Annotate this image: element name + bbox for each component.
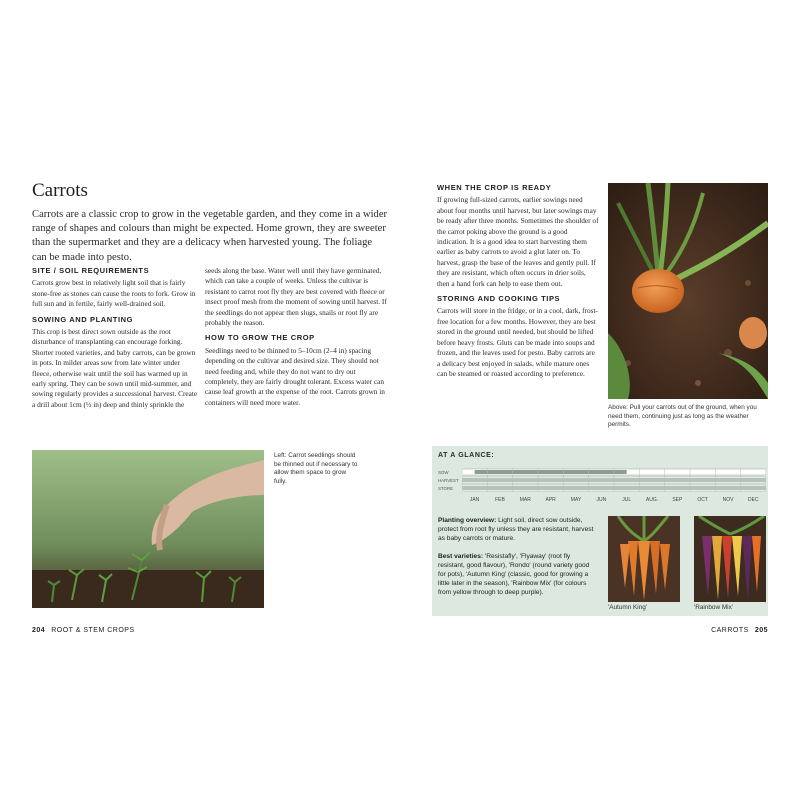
autumn-king-caption: 'Autumn King'	[608, 604, 648, 611]
caption-above: Above: Pull your carrots out of the ground, when you need them, continuing just as long as the weather permits.	[608, 404, 757, 429]
paragraph-crop-ready: If growing full-sized carrots, earlier sowings need about four months until harvest, but later sowings may be ready after three months. Sometimes the shoulder of the carrot poking above the ground is a good indication. It is a good idea to start harvesting them earlier as baby carrots to avoid a glut later on. To harvest, grasp the base of the leaves and gently pull. If they are resistant, which often occurs in drier soils, then a hand fork can help to ease them out.	[437, 195, 599, 288]
paragraph-storing: Carrots will store in the fridge, or in a cool, dark, frost-free location for a few months. However, they are best stored in the ground until needed, but should be lifted before heavy frosts. Gluts can be made into soups and frozen, and the leaves used for pesto. Baby carrots are a delicacy best enjoyed in salads, while mature ones can be steamed or roasted according to preference.	[437, 306, 598, 378]
month-label: APR	[545, 497, 556, 503]
footer-left	[32, 627, 135, 634]
autumn-king-photo	[608, 516, 680, 602]
month-label: MAR	[519, 497, 531, 503]
month-label: MAY	[570, 497, 582, 503]
row-label-harvest: HARVEST	[438, 478, 459, 483]
heading-storing: STORING AND COOKING TIPS	[437, 294, 561, 304]
text-column-3	[437, 183, 599, 382]
paragraph-site-soil: Carrots grow best in relatively light soil that is fairly stone-free as stones can cause the roots to fork. Grow in full sun and in fertile, fairly well-drained soil.	[32, 278, 196, 309]
heading-sowing: SOWING AND PLANTING	[32, 314, 134, 324]
text-column-1	[32, 266, 198, 413]
calendar-bar-sow	[475, 470, 627, 474]
month-label: OCT	[697, 497, 708, 503]
rainbow-mix-photo	[694, 516, 766, 602]
month-label: FEB	[495, 497, 505, 503]
paragraph-how-to-grow: Seedlings need to be thinned to 5–10cm (2–4 in) spacing depending on the cultivar and desired size. They should not need feeding and, while they do not want to dry out completely, they are fairly drought tolerant. Excess water can cause leaf growth at the expense of the root. Carrots grown in containers will need more water.	[205, 345, 385, 407]
planting-overview-text: Light soil, direct sow outside, protect from root fly unless they are resistant, harvest as baby carrots or mature.	[438, 517, 594, 542]
month-label: NOV	[722, 497, 734, 503]
page-title: Carrots	[32, 180, 88, 201]
month-label: SEP	[672, 497, 683, 503]
at-a-glance-box	[432, 446, 768, 616]
best-varieties-text: 'Resistafly', 'Flyaway' (root fly resistant, good flavour), 'Rondo' (round variety good for pots), 'Autumn King' (classic, good for growing a little later in the season), 'Rainbow Mix' (for colours from yellow through to deep purple).	[438, 553, 590, 596]
planting-overview-label: Planting overview:	[438, 517, 497, 524]
footer-right	[711, 627, 768, 634]
month-label: JAN	[469, 497, 480, 503]
best-varieties	[438, 552, 598, 597]
page-number-right: 205	[754, 627, 768, 634]
section-name-right: CARROTS	[711, 627, 749, 634]
heading-crop-ready: WHEN THE CROP IS READY	[437, 183, 552, 192]
month-label: AUG.	[645, 497, 659, 503]
paragraph-sowing-cont: seeds along the base. Water well until they have germinated, which can take a couple of weeks. Unless the cultivar is resistant to carrot root fly they are best covered with fleece or insect proof mesh from the moment of sowing until harvest. If the seedlings do not appear then slugs, snails or root fly are probably the reason.	[205, 266, 387, 328]
month-label: DEC	[748, 497, 759, 503]
caption-left: Left: Carrot seedlings should be thinned out if necessary to allow them space to grow fully.	[274, 452, 358, 485]
month-label: JUL	[622, 497, 632, 503]
carrot-in-soil-photo	[608, 183, 768, 399]
glance-title: AT A GLANCE:	[438, 452, 495, 459]
text-column-2	[205, 266, 388, 411]
paragraph-sowing: This crop is best direct sown outside as the root disturbance of transplanting can encourage forking. Shorter rooted varieties, and baby carrots, can be grown in pots. In milder areas sow from late winter under fleece, otherwise wait until the soil has warmed up in early spring. They can be sown until mid-summer, and sowing regularly provides a successional harvest. Create a drill about 1cm (½ in) deep and thinly sprinkle the	[32, 327, 198, 409]
planting-calendar	[462, 468, 766, 494]
row-label-sow: SOW	[438, 470, 449, 475]
heading-how-to-grow: HOW TO GROW THE CROP	[205, 333, 315, 343]
heading-site-soil: SITE / SOIL REQUIREMENTS	[32, 266, 150, 275]
section-name-left: ROOT & STEM CROPS	[51, 627, 135, 634]
planting-overview	[438, 516, 598, 543]
best-varieties-label: Best varieties:	[438, 553, 484, 560]
row-label-store: STORE	[438, 486, 454, 491]
page-number-left: 204	[32, 627, 46, 634]
month-labels	[462, 497, 766, 505]
rainbow-mix-caption: 'Rainbow Mix'	[694, 604, 734, 611]
carrot-seedlings-photo	[32, 450, 264, 608]
intro-paragraph: Carrots are a classic crop to grow in the vegetable garden, and they come in a wider range of shapes and colours than might be expected. Home grown, they are sweeter than the supermarket and they are a delicacy when harvested young. The foliage can be made into pesto.	[32, 209, 388, 263]
month-label: JUN	[596, 497, 607, 503]
